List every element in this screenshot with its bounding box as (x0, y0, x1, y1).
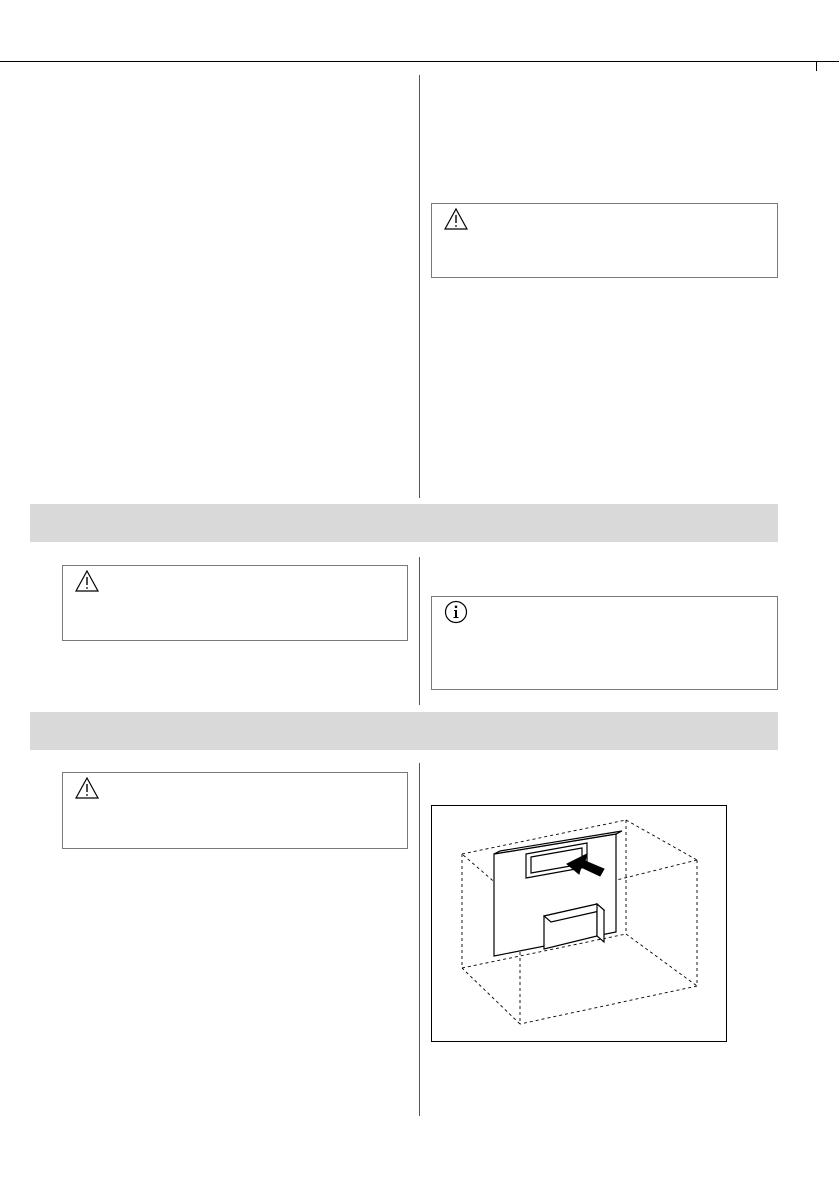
top-rule (0, 61, 839, 62)
warning-triangle-icon (75, 570, 99, 592)
appliance-installation-diagram (432, 806, 726, 1041)
warning-notice-bottom (62, 772, 408, 849)
corner-mark (816, 61, 817, 71)
warning-triangle-icon (75, 777, 99, 799)
warning-triangle-icon (444, 208, 468, 230)
column-divider-top (419, 75, 420, 498)
info-circle-icon (444, 600, 468, 624)
section-heading-band-1 (30, 504, 778, 542)
warning-notice-top (431, 203, 778, 278)
column-divider-bottom (419, 763, 420, 1116)
installation-figure (431, 805, 727, 1042)
section-heading-band-2 (30, 712, 778, 750)
info-notice (431, 596, 778, 690)
column-divider-middle (419, 557, 420, 705)
warning-notice-middle (62, 565, 408, 641)
